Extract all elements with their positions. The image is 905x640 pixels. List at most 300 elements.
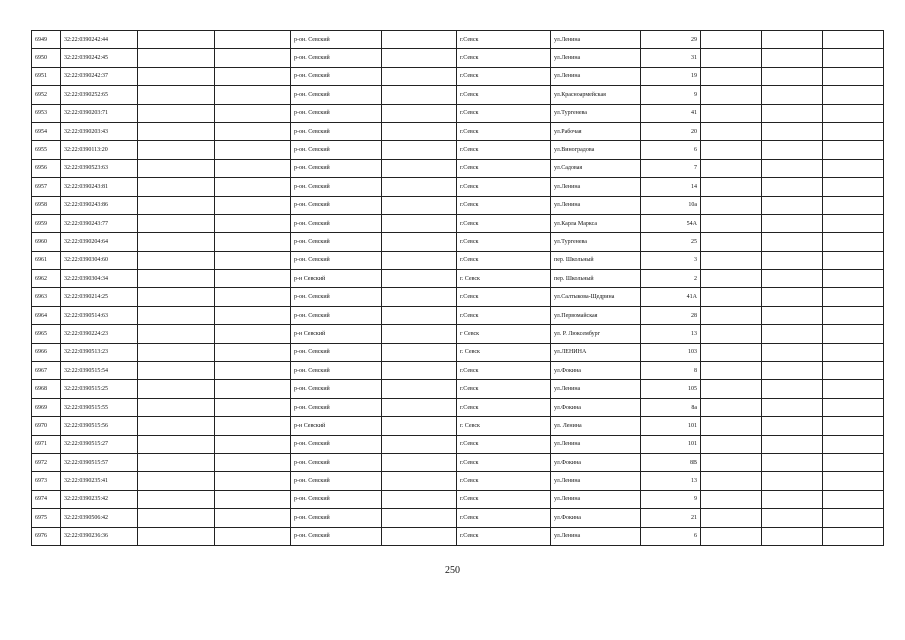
table-row xyxy=(32,325,884,343)
blank-cell xyxy=(215,86,291,104)
blank-cell xyxy=(138,472,215,490)
district-cell: р-он. Севский xyxy=(291,490,382,508)
blank-cell xyxy=(762,398,823,416)
blank-cell xyxy=(701,141,762,159)
table-row xyxy=(32,31,884,49)
blank-cell xyxy=(215,141,291,159)
blank-cell xyxy=(823,343,884,361)
street-cell: ул.Фокина xyxy=(551,398,641,416)
blank-cell xyxy=(762,306,823,324)
street-cell: ул.Фокина xyxy=(551,453,641,471)
blank-cell xyxy=(762,67,823,85)
blank-cell xyxy=(138,288,215,306)
city-cell: г.Севск xyxy=(457,159,551,177)
cadastral-number-cell: 32:22:0390514:63 xyxy=(61,306,138,324)
blank-cell xyxy=(382,509,457,527)
blank-cell xyxy=(138,67,215,85)
blank-cell xyxy=(215,104,291,122)
blank-cell xyxy=(138,509,215,527)
street-cell: ул.Первомайская xyxy=(551,306,641,324)
row-number-cell: 6973 xyxy=(32,472,61,490)
blank-cell xyxy=(823,49,884,67)
street-cell: пер. Школьный xyxy=(551,251,641,269)
district-cell: р-он. Севский xyxy=(291,398,382,416)
blank-cell xyxy=(762,31,823,49)
table-row xyxy=(32,196,884,214)
district-cell: р-он. Севский xyxy=(291,86,382,104)
house-number-cell: 8а xyxy=(641,398,701,416)
blank-cell xyxy=(762,472,823,490)
row-number-cell: 6949 xyxy=(32,31,61,49)
city-cell: г.Севск xyxy=(457,380,551,398)
blank-cell xyxy=(823,251,884,269)
district-cell: р-он. Севский xyxy=(291,306,382,324)
house-number-cell: 2 xyxy=(641,270,701,288)
blank-cell xyxy=(823,509,884,527)
district-cell: р-он. Севский xyxy=(291,159,382,177)
district-cell: р-он. Севский xyxy=(291,49,382,67)
district-cell: р-он. Севский xyxy=(291,233,382,251)
house-number-cell: 8В xyxy=(641,453,701,471)
house-number-cell: 8 xyxy=(641,362,701,380)
house-number-cell: 6 xyxy=(641,141,701,159)
table-row xyxy=(32,435,884,453)
blank-cell xyxy=(138,343,215,361)
row-number-cell: 6960 xyxy=(32,233,61,251)
row-number-cell: 6950 xyxy=(32,49,61,67)
blank-cell xyxy=(138,362,215,380)
blank-cell xyxy=(138,435,215,453)
blank-cell xyxy=(215,214,291,232)
street-cell: ул.Ленина xyxy=(551,49,641,67)
blank-cell xyxy=(701,31,762,49)
cadastral-number-cell: 32:22:0390242:37 xyxy=(61,67,138,85)
blank-cell xyxy=(762,86,823,104)
blank-cell xyxy=(762,509,823,527)
house-number-cell: 101 xyxy=(641,435,701,453)
house-number-cell: 41 xyxy=(641,104,701,122)
street-cell: ул.Садовая xyxy=(551,159,641,177)
blank-cell xyxy=(382,362,457,380)
blank-cell xyxy=(382,104,457,122)
table-row xyxy=(32,141,884,159)
cadastral-number-cell: 32:22:0390515:55 xyxy=(61,398,138,416)
row-number-cell: 6966 xyxy=(32,343,61,361)
blank-cell xyxy=(762,325,823,343)
district-cell: р-он. Севский xyxy=(291,104,382,122)
blank-cell xyxy=(215,527,291,545)
house-number-cell: 41А xyxy=(641,288,701,306)
city-cell: г.Севск xyxy=(457,472,551,490)
blank-cell xyxy=(762,362,823,380)
city-cell: г.Севск xyxy=(457,214,551,232)
table-row xyxy=(32,49,884,67)
table-row xyxy=(32,233,884,251)
blank-cell xyxy=(762,233,823,251)
blank-cell xyxy=(138,214,215,232)
district-cell: р-н Севский xyxy=(291,325,382,343)
district-cell: р-он. Севский xyxy=(291,67,382,85)
row-number-cell: 6958 xyxy=(32,196,61,214)
street-cell: ул.Тургенева xyxy=(551,233,641,251)
cadastral-number-cell: 32:22:0390235:41 xyxy=(61,472,138,490)
blank-cell xyxy=(823,31,884,49)
city-cell: г.Севск xyxy=(457,306,551,324)
blank-cell xyxy=(138,306,215,324)
blank-cell xyxy=(215,196,291,214)
house-number-cell: 9 xyxy=(641,490,701,508)
row-number-cell: 6968 xyxy=(32,380,61,398)
blank-cell xyxy=(701,490,762,508)
blank-cell xyxy=(701,472,762,490)
district-cell: р-он. Севский xyxy=(291,122,382,140)
street-cell: ул.Ленина xyxy=(551,67,641,85)
blank-cell xyxy=(382,288,457,306)
city-cell: г.Севск xyxy=(457,196,551,214)
blank-cell xyxy=(823,86,884,104)
blank-cell xyxy=(762,251,823,269)
blank-cell xyxy=(762,527,823,545)
blank-cell xyxy=(823,214,884,232)
blank-cell xyxy=(382,380,457,398)
row-number-cell: 6976 xyxy=(32,527,61,545)
city-cell: г. Севск xyxy=(457,417,551,435)
blank-cell xyxy=(138,398,215,416)
blank-cell xyxy=(138,31,215,49)
blank-cell xyxy=(762,49,823,67)
blank-cell xyxy=(382,306,457,324)
blank-cell xyxy=(382,343,457,361)
city-cell: г.Севск xyxy=(457,251,551,269)
cadastral-number-cell: 32:22:0390243:81 xyxy=(61,178,138,196)
table-row xyxy=(32,380,884,398)
street-cell: ул.Ленина xyxy=(551,196,641,214)
table-row xyxy=(32,306,884,324)
blank-cell xyxy=(823,362,884,380)
table-row xyxy=(32,509,884,527)
blank-cell xyxy=(215,509,291,527)
street-cell: ул.Ленина xyxy=(551,435,641,453)
blank-cell xyxy=(138,380,215,398)
blank-cell xyxy=(382,270,457,288)
row-number-cell: 6953 xyxy=(32,104,61,122)
blank-cell xyxy=(382,435,457,453)
blank-cell xyxy=(382,490,457,508)
blank-cell xyxy=(701,453,762,471)
blank-cell xyxy=(823,417,884,435)
blank-cell xyxy=(823,435,884,453)
house-number-cell: 6 xyxy=(641,527,701,545)
row-number-cell: 6972 xyxy=(32,453,61,471)
district-cell: р-он. Севский xyxy=(291,31,382,49)
blank-cell xyxy=(762,288,823,306)
district-cell: р-н Севский xyxy=(291,270,382,288)
registry-body xyxy=(32,31,884,546)
row-number-cell: 6975 xyxy=(32,509,61,527)
row-number-cell: 6963 xyxy=(32,288,61,306)
blank-cell xyxy=(701,178,762,196)
blank-cell xyxy=(701,380,762,398)
blank-cell xyxy=(215,49,291,67)
row-number-cell: 6974 xyxy=(32,490,61,508)
street-cell: ул.Салтыкова-Щедрина xyxy=(551,288,641,306)
cadastral-number-cell: 32:22:0390243:86 xyxy=(61,196,138,214)
row-number-cell: 6961 xyxy=(32,251,61,269)
street-cell: пер. Школьный xyxy=(551,270,641,288)
blank-cell xyxy=(215,380,291,398)
blank-cell xyxy=(701,67,762,85)
city-cell: г.Севск xyxy=(457,288,551,306)
cadastral-number-cell: 32:22:0390235:42 xyxy=(61,490,138,508)
blank-cell xyxy=(215,178,291,196)
blank-cell xyxy=(138,417,215,435)
district-cell: р-он. Севский xyxy=(291,178,382,196)
blank-cell xyxy=(762,196,823,214)
blank-cell xyxy=(215,417,291,435)
blank-cell xyxy=(215,325,291,343)
blank-cell xyxy=(701,122,762,140)
cadastral-number-cell: 32:22:0390203:43 xyxy=(61,122,138,140)
blank-cell xyxy=(215,122,291,140)
blank-cell xyxy=(382,49,457,67)
blank-cell xyxy=(215,67,291,85)
row-number-cell: 6970 xyxy=(32,417,61,435)
blank-cell xyxy=(382,527,457,545)
blank-cell xyxy=(215,31,291,49)
city-cell: г.Севск xyxy=(457,233,551,251)
blank-cell xyxy=(823,490,884,508)
district-cell: р-он. Севский xyxy=(291,527,382,545)
blank-cell xyxy=(215,306,291,324)
blank-cell xyxy=(382,214,457,232)
blank-cell xyxy=(382,196,457,214)
row-number-cell: 6965 xyxy=(32,325,61,343)
blank-cell xyxy=(382,251,457,269)
city-cell: г. Севск xyxy=(457,270,551,288)
blank-cell xyxy=(138,233,215,251)
city-cell: г Севск xyxy=(457,325,551,343)
city-cell: г.Севск xyxy=(457,509,551,527)
blank-cell xyxy=(701,435,762,453)
row-number-cell: 6955 xyxy=(32,141,61,159)
blank-cell xyxy=(382,325,457,343)
blank-cell xyxy=(823,270,884,288)
street-cell: ул.Ленина xyxy=(551,527,641,545)
district-cell: р-он. Севский xyxy=(291,453,382,471)
blank-cell xyxy=(215,453,291,471)
row-number-cell: 6956 xyxy=(32,159,61,177)
street-cell: ул.Ленина xyxy=(551,490,641,508)
table-row xyxy=(32,362,884,380)
street-cell: ул.Виноградова xyxy=(551,141,641,159)
blank-cell xyxy=(762,270,823,288)
blank-cell xyxy=(762,453,823,471)
blank-cell xyxy=(823,196,884,214)
blank-cell xyxy=(138,490,215,508)
street-cell: ул.Рабочая xyxy=(551,122,641,140)
blank-cell xyxy=(823,104,884,122)
city-cell: г.Севск xyxy=(457,435,551,453)
blank-cell xyxy=(701,104,762,122)
property-registry-table xyxy=(31,30,884,546)
cadastral-number-cell: 32:22:0390242:45 xyxy=(61,49,138,67)
cadastral-number-cell: 32:22:0390224:23 xyxy=(61,325,138,343)
blank-cell xyxy=(215,398,291,416)
house-number-cell: 101 xyxy=(641,417,701,435)
district-cell: р-он. Севский xyxy=(291,472,382,490)
blank-cell xyxy=(701,306,762,324)
blank-cell xyxy=(382,472,457,490)
street-cell: ул.Ленина xyxy=(551,31,641,49)
cadastral-number-cell: 32:22:0390243:77 xyxy=(61,214,138,232)
row-number-cell: 6971 xyxy=(32,435,61,453)
table-row xyxy=(32,270,884,288)
blank-cell xyxy=(701,86,762,104)
row-number-cell: 6951 xyxy=(32,67,61,85)
house-number-cell: 103 xyxy=(641,343,701,361)
blank-cell xyxy=(382,31,457,49)
row-number-cell: 6952 xyxy=(32,86,61,104)
blank-cell xyxy=(215,472,291,490)
row-number-cell: 6969 xyxy=(32,398,61,416)
blank-cell xyxy=(823,398,884,416)
blank-cell xyxy=(701,159,762,177)
blank-cell xyxy=(138,251,215,269)
city-cell: г.Севск xyxy=(457,31,551,49)
cadastral-number-cell: 32:22:0390236:36 xyxy=(61,527,138,545)
blank-cell xyxy=(215,490,291,508)
house-number-cell: 21 xyxy=(641,509,701,527)
district-cell: р-он. Севский xyxy=(291,288,382,306)
street-cell: ул.Карла Маркса xyxy=(551,214,641,232)
table-row xyxy=(32,178,884,196)
blank-cell xyxy=(701,509,762,527)
city-cell: г.Севск xyxy=(457,122,551,140)
cadastral-number-cell: 32:22:0390513:23 xyxy=(61,343,138,361)
blank-cell xyxy=(823,453,884,471)
blank-cell xyxy=(762,122,823,140)
blank-cell xyxy=(823,159,884,177)
blank-cell xyxy=(215,288,291,306)
blank-cell xyxy=(215,251,291,269)
blank-cell xyxy=(701,325,762,343)
blank-cell xyxy=(138,270,215,288)
cadastral-number-cell: 32:22:0390515:54 xyxy=(61,362,138,380)
city-cell: г.Севск xyxy=(457,362,551,380)
blank-cell xyxy=(382,159,457,177)
table-row xyxy=(32,67,884,85)
blank-cell xyxy=(215,159,291,177)
cadastral-number-cell: 32:22:0390515:57 xyxy=(61,453,138,471)
blank-cell xyxy=(701,251,762,269)
district-cell: р-он. Севский xyxy=(291,435,382,453)
cadastral-number-cell: 32:22:0390515:56 xyxy=(61,417,138,435)
cadastral-number-cell: 32:22:0390515:27 xyxy=(61,435,138,453)
street-cell: ул.Тургенева xyxy=(551,104,641,122)
blank-cell xyxy=(215,435,291,453)
table-row xyxy=(32,159,884,177)
district-cell: р-он. Севский xyxy=(291,362,382,380)
row-number-cell: 6964 xyxy=(32,306,61,324)
row-number-cell: 6962 xyxy=(32,270,61,288)
house-number-cell: 31 xyxy=(641,49,701,67)
blank-cell xyxy=(215,233,291,251)
table-row xyxy=(32,490,884,508)
house-number-cell: 13 xyxy=(641,472,701,490)
cadastral-number-cell: 32:22:0390523:63 xyxy=(61,159,138,177)
table-row xyxy=(32,122,884,140)
blank-cell xyxy=(701,270,762,288)
city-cell: г.Севск xyxy=(457,398,551,416)
blank-cell xyxy=(382,398,457,416)
district-cell: р-н Севский xyxy=(291,417,382,435)
row-number-cell: 6967 xyxy=(32,362,61,380)
blank-cell xyxy=(823,325,884,343)
blank-cell xyxy=(382,417,457,435)
table-row xyxy=(32,527,884,545)
blank-cell xyxy=(138,122,215,140)
row-number-cell: 6957 xyxy=(32,178,61,196)
table-row xyxy=(32,251,884,269)
city-cell: г.Севск xyxy=(457,141,551,159)
city-cell: г.Севск xyxy=(457,86,551,104)
street-cell: ул. Р. Люксембург xyxy=(551,325,641,343)
blank-cell xyxy=(762,104,823,122)
table-row xyxy=(32,453,884,471)
page-number: 250 xyxy=(445,565,460,576)
blank-cell xyxy=(762,490,823,508)
house-number-cell: 10а xyxy=(641,196,701,214)
table-row xyxy=(32,86,884,104)
cadastral-number-cell: 32:22:0390203:71 xyxy=(61,104,138,122)
blank-cell xyxy=(701,343,762,361)
blank-cell xyxy=(138,196,215,214)
table-row xyxy=(32,214,884,232)
house-number-cell: 25 xyxy=(641,233,701,251)
blank-cell xyxy=(762,435,823,453)
street-cell: ул. Ленина xyxy=(551,417,641,435)
blank-cell xyxy=(762,141,823,159)
cadastral-number-cell: 32:22:0390214:25 xyxy=(61,288,138,306)
blank-cell xyxy=(823,178,884,196)
district-cell: р-он. Севский xyxy=(291,380,382,398)
blank-cell xyxy=(701,417,762,435)
blank-cell xyxy=(138,527,215,545)
cadastral-number-cell: 32:22:0390304:34 xyxy=(61,270,138,288)
street-cell: ул.Красноармейская xyxy=(551,86,641,104)
cadastral-number-cell: 32:22:0390113:20 xyxy=(61,141,138,159)
blank-cell xyxy=(382,233,457,251)
street-cell: ул.Фокина xyxy=(551,362,641,380)
house-number-cell: 3 xyxy=(641,251,701,269)
blank-cell xyxy=(215,362,291,380)
blank-cell xyxy=(138,178,215,196)
blank-cell xyxy=(823,380,884,398)
table-row xyxy=(32,343,884,361)
blank-cell xyxy=(823,288,884,306)
house-number-cell: 20 xyxy=(641,122,701,140)
blank-cell xyxy=(138,159,215,177)
blank-cell xyxy=(138,86,215,104)
city-cell: г.Севск xyxy=(457,67,551,85)
blank-cell xyxy=(762,343,823,361)
district-cell: р-он. Севский xyxy=(291,509,382,527)
house-number-cell: 14 xyxy=(641,178,701,196)
blank-cell xyxy=(215,270,291,288)
blank-cell xyxy=(823,472,884,490)
blank-cell xyxy=(138,141,215,159)
street-cell: ул.Ленина xyxy=(551,178,641,196)
